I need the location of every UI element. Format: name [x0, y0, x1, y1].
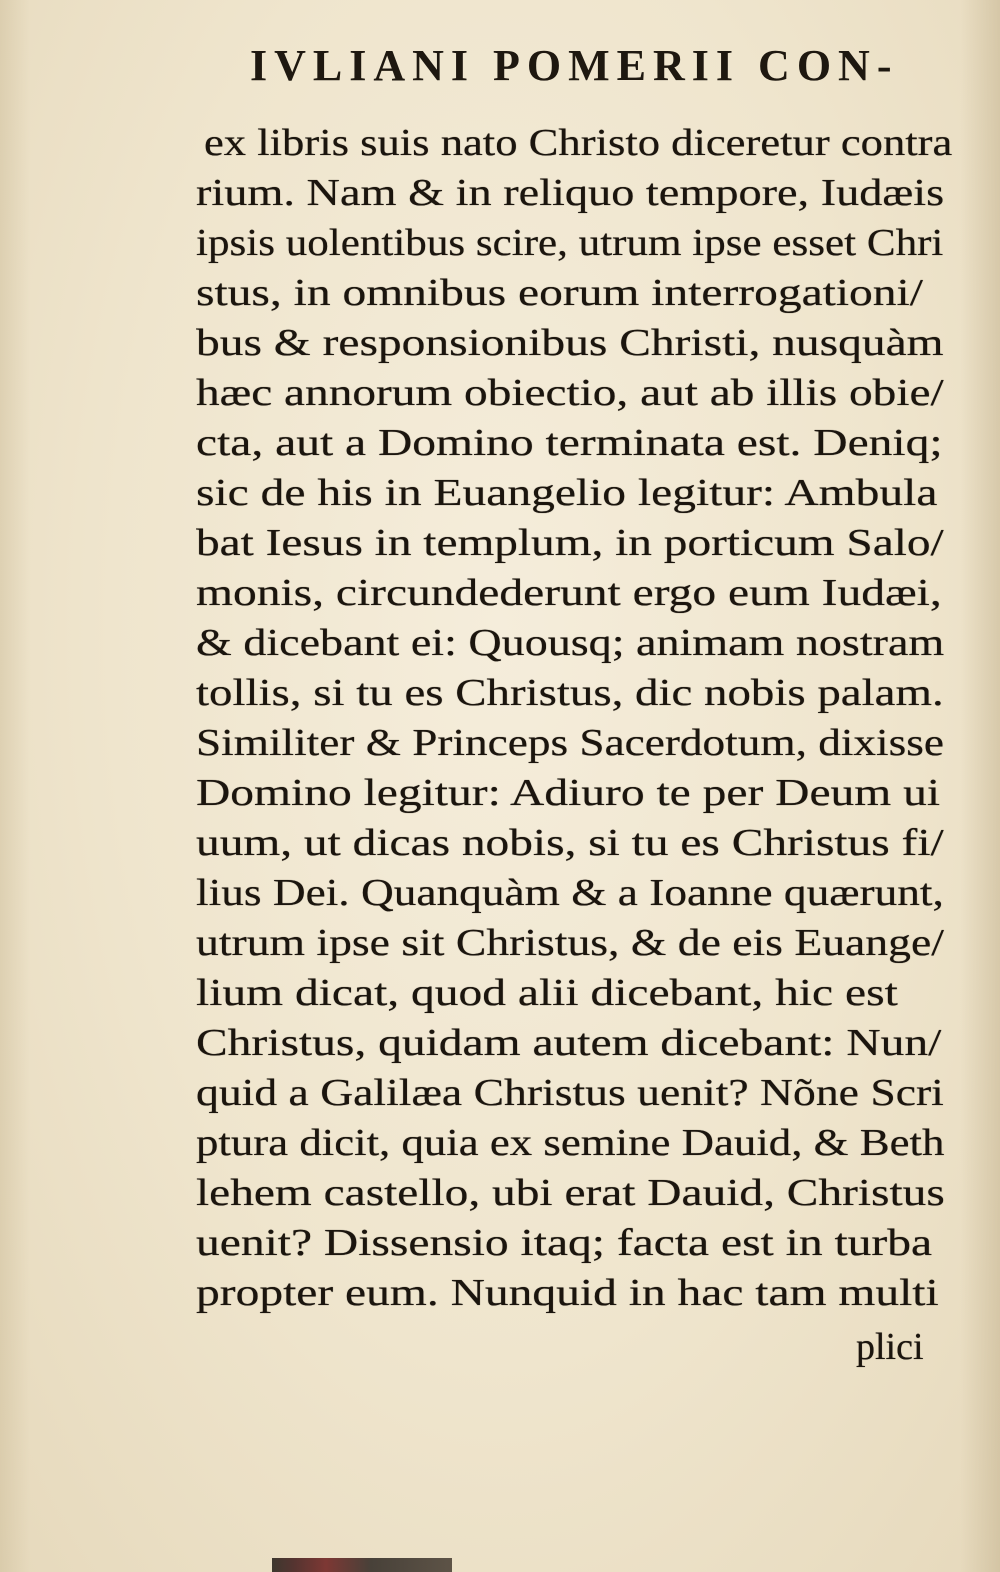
text-line: propter eum. Nunquid in hac tam multi	[196, 1272, 939, 1314]
text-line: ipsis uolentibus scire, utrum ipse esset Chri	[196, 222, 944, 264]
running-head: IVLIANI POMERII CON-	[250, 41, 899, 90]
text-line: uenit? Dissensio itaq; facta est in turba	[196, 1222, 933, 1264]
text-line: lius Dei. Quanquàm & a Ioanne quærunt,	[196, 872, 944, 914]
text-line: Domino legitur: Adiuro te per Deum ui	[196, 772, 941, 814]
text-line: monis, circundederunt ergo eum Iudæi,	[196, 572, 942, 614]
text-line: stus, in omnibus eorum interrogationi/	[196, 272, 923, 314]
text-line: ex libris suis nato Christo diceretur contra	[204, 122, 953, 164]
text-line: & dicebant ei: Quousq; animam nostram	[196, 622, 945, 664]
text-line: Christus, quidam autem dicebant: Nun/	[196, 1022, 942, 1064]
text-line: ptura dicit, quia ex semine Dauid, & Beth	[196, 1122, 945, 1164]
text-line: rium. Nam & in reliquo tempore, Iudæis	[196, 172, 945, 214]
text-line: hæc annorum obiectio, aut ab illis obie/	[196, 372, 944, 414]
page-shadow-left	[0, 0, 30, 1572]
binding-edge	[272, 1558, 452, 1572]
text-line: lium dicat, quod alii dicebant, hic est	[196, 972, 898, 1014]
text-line: uum, ut dicas nobis, si tu es Christus fi/	[196, 822, 944, 864]
text-line: sic de his in Euangelio legitur: Ambula	[196, 472, 938, 514]
text-line: cta, aut a Domino terminata est. Deniq;	[196, 422, 943, 464]
text-line: quid a Galilæa Christus uenit? Nõne Scri	[196, 1072, 944, 1114]
text-line: tollis, si tu es Christus, dic nobis palam.	[196, 672, 944, 714]
text-line: utrum ipse sit Christus, & de eis Euange/	[196, 922, 944, 964]
text-line: lehem castello, ubi erat Dauid, Christus	[196, 1172, 945, 1214]
body-text	[196, 118, 956, 1318]
text-line: bat Iesus in templum, in porticum Salo/	[196, 522, 944, 564]
text-line: bus & responsionibus Christi, nusquàm	[196, 322, 944, 364]
catchword: plici	[856, 1326, 924, 1368]
text-line: Similiter & Princeps Sacerdotum, dixisse	[196, 722, 944, 764]
